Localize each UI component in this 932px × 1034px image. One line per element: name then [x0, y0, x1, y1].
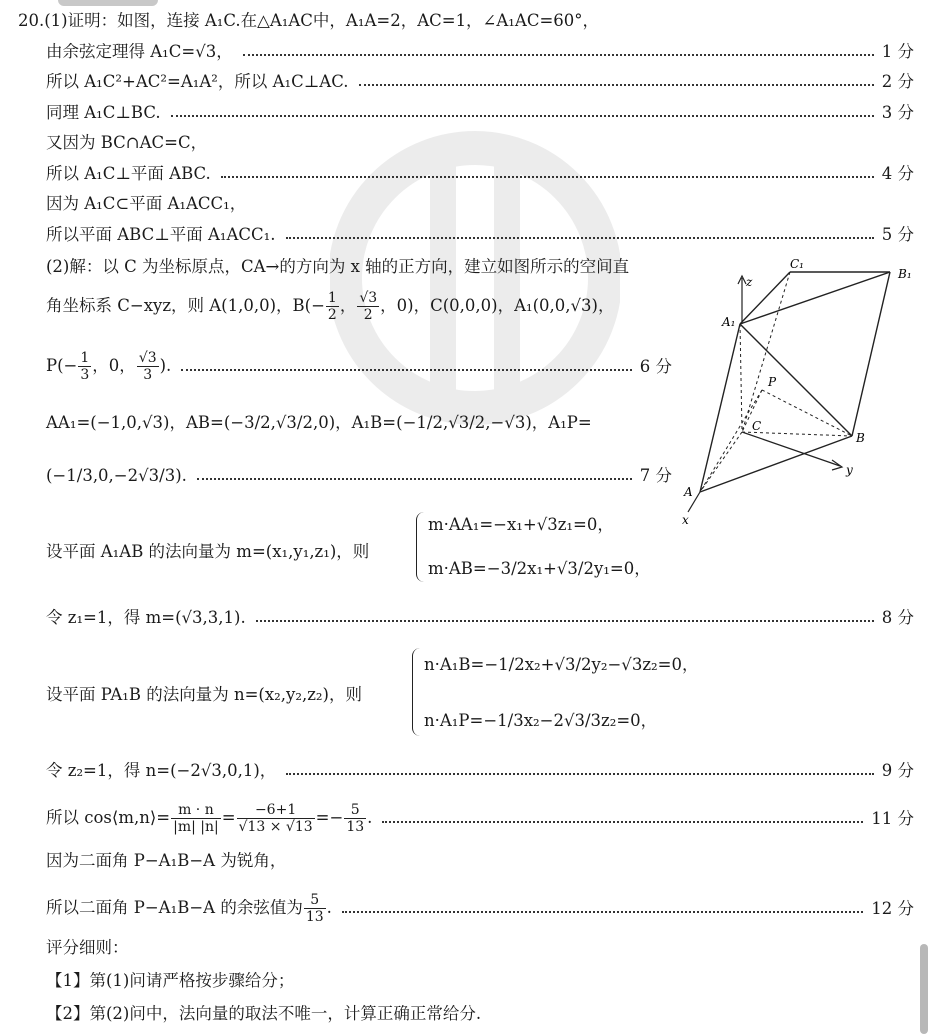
top-tab-edge [58, 0, 158, 6]
label-b1: B₁ [898, 267, 912, 281]
proof-line-3: 同理 A₁C⊥BC. 3 分 [46, 103, 914, 122]
plane1-brace [416, 512, 425, 582]
proof-line-5: 所以 A₁C⊥平面 ABC. 4 分 [46, 164, 914, 183]
plane2-eq2: n·A₁P=−1/3x₂−2√3/3z₂=0， [424, 711, 658, 730]
plane2-brace [412, 648, 421, 736]
let-z2-line: 令 z₂=1，得 n=(−2√3,0,1)， 9 分 [46, 761, 914, 780]
label-x: x [682, 513, 689, 527]
label-y: y [846, 463, 853, 477]
vectors-line-2: (−1/3,0,−2√3/3). 7 分 [46, 466, 672, 485]
grading-rule-1: 【1】第(1)问请严格按步骤给分； [46, 971, 295, 990]
proof-line-1: 由余弦定理得 A₁C=√3， 1 分 [46, 42, 914, 61]
point-p-line: P(− $\frac{1}{3}$ ，0， $\frac{√3}{3}$ ). 6 分 [46, 350, 672, 383]
grading-title: 评分细则： [46, 938, 129, 957]
label-a: A [684, 485, 693, 499]
prism-figure [676, 256, 920, 536]
label-b: B [856, 431, 865, 445]
plane2-intro: 设平面 PA₁B 的法向量为 n=(x₂,y₂,z₂)，则 [46, 685, 362, 704]
proof-line-4: 又因为 BC∩AC=C， [46, 133, 208, 152]
label-c1: C₁ [790, 257, 804, 271]
let-z1-line: 令 z₁=1，得 m=(√3,3,1). 8 分 [46, 608, 914, 627]
y-axis [742, 432, 840, 466]
proof-line-7: 所以平面 ABC⊥平面 A₁ACC₁. 5 分 [46, 225, 914, 244]
part2-line-2: 角坐标系 C−xyz，则 A(1,0,0)，B(− $\frac{1}{2}$ ， $\frac{√3}{2}$ ，0)，C(0,0,0)，A₁(0,0,√3)， [46, 290, 615, 323]
label-c: C [752, 419, 762, 433]
grading-rule-2: 【2】第(2)问中，法向量的取法不唯一，计算正确正常给分. [46, 1004, 482, 1023]
label-z: z [746, 275, 753, 289]
proof-line-2: 所以 A₁C²+AC²=A₁A²，所以 A₁C⊥AC. 2 分 [46, 72, 914, 91]
final-line: 所以二面角 P−A₁B−A 的余弦值为 $\frac{5}{13}$ . 12 分 [46, 892, 914, 925]
proof-line-6: 因为 A₁C⊂平面 A₁ACC₁， [46, 194, 247, 213]
acute-line: 因为二面角 P−A₁B−A 为锐角， [46, 851, 287, 870]
part1-header: 20.(1)证明：如图，连接 A₁C.在△A₁AC中，A₁A=2，AC=1，∠A₁AC=60°， [18, 11, 600, 30]
label-p: P [768, 375, 777, 389]
plane1-intro: 设平面 A₁AB 的法向量为 m=(x₁,y₁,z₁)，则 [46, 542, 370, 561]
vectors-line: AA₁=(−1,0,√3)，AB=(−3/2,√3/2,0)，A₁B=(−1/2,√3/2,−√3)，A₁P= [46, 413, 592, 432]
cos-line: 所以 cos⟨m,n⟩= $\frac{m \cdot n}{|m| |n|}$ = $\frac{-6+1}{√13 \times √13}$ =− $\frac{5}{13}$ . 11 分 [46, 802, 914, 835]
part2-line-1: (2)解：以 C 为坐标原点，CA→的方向为 x 轴的正方向，建立如图所示的空间直 [46, 257, 630, 276]
plane1-eq2: m·AB=−3/2x₁+√3/2y₁=0， [428, 559, 651, 578]
scrollbar-thumb[interactable] [920, 944, 928, 1034]
plane1-eq1: m·AA₁=−x₁+√3z₁=0， [428, 515, 614, 534]
plane2-eq1: n·A₁B=−1/2x₂+√3/2y₂−√3z₂=0， [424, 655, 699, 674]
label-a1: A₁ [722, 315, 736, 329]
